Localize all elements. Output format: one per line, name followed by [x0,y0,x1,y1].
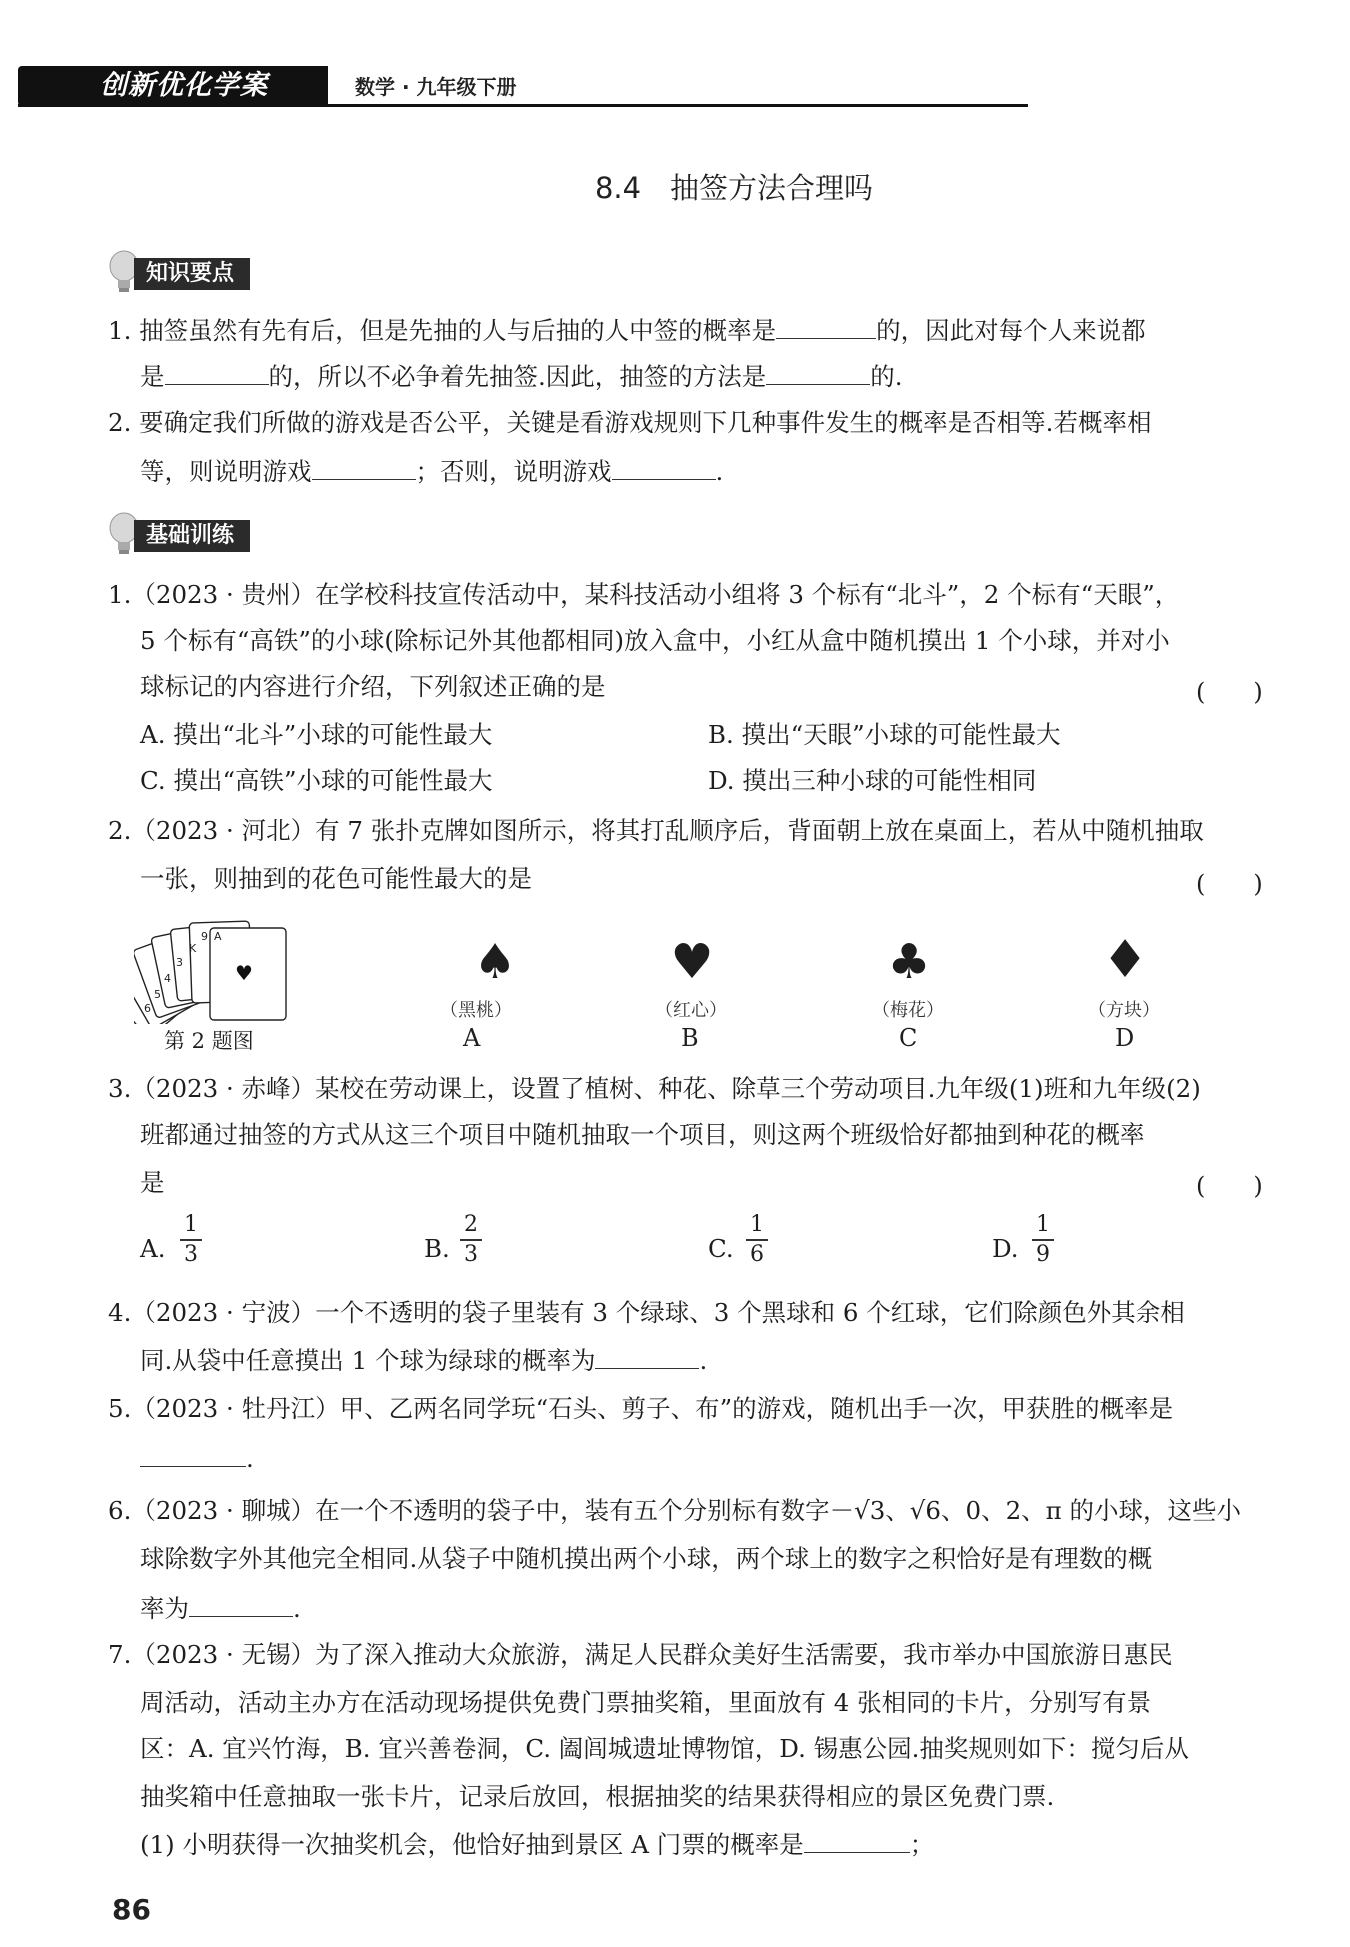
q3-option-b-letter[interactable]: B. [424,1234,450,1263]
knowledge-q2-line2 [140,453,723,489]
answer-blank[interactable] [312,453,416,480]
q6-line2: 球除数字外其他完全相同.从袋子中随机摸出两个小球，两个球上的数字之积恰好是有理数的概 [140,1544,1153,1573]
text: 率为 [140,1594,189,1623]
text: (1) 小明获得一次抽奖机会，他恰好抽到景区 A 门票的概率是 [140,1830,804,1859]
numerator: 1 [184,1212,198,1237]
q1-option-d[interactable]: D. 摸出三种小球的可能性相同 [708,766,1037,795]
knowledge-q1-line2 [140,358,903,394]
text: 1. 抽签虽然有先有后，但是先抽的人与后抽的人中签的概率是 [108,316,777,345]
fraction-bar [746,1239,768,1241]
text: 同.从袋中任意摸出 1 个球为绿球的概率为 [140,1346,596,1375]
q4-line1: 4.（2023 · 宁波）一个不透明的袋子里装有 3 个绿球、3 个黑球和 6 个红球，它们除颜色外其余相 [108,1298,1185,1327]
q3-answer-paren[interactable]: ( ) [1196,1172,1263,1200]
text: 的，因此对每个人来说都 [876,316,1146,345]
text: . [293,1594,301,1623]
denominator: 9 [1036,1241,1050,1267]
section-basic [108,518,308,554]
card-label: K [189,942,197,955]
fraction-bar [460,1239,482,1241]
q1-option-a[interactable]: A. 摸出“北斗”小球的可能性最大 [140,720,493,749]
answer-blank[interactable] [612,453,716,480]
section-basic-label: 基础训练 [134,520,250,552]
card-label: 5 [154,988,161,1001]
q6-line1: 6.（2023 · 聊城）在一个不透明的袋子中，装有五个分别标有数字－√3、√6、0、2、π 的小球，这些小 [108,1496,1242,1525]
answer-blank[interactable] [766,358,870,385]
q1-line3: 球标记的内容进行介绍，下列叙述正确的是 [140,672,606,701]
heart-icon: ♥ [235,961,253,985]
numerator: 2 [464,1212,478,1237]
card-label: A [214,930,222,943]
card-label: 4 [164,972,171,985]
answer-blank[interactable] [595,1342,699,1369]
q2-option-c[interactable]: C [899,1024,918,1052]
q2-line2: 一张，则抽到的花色可能性最大的是 [140,864,532,893]
q3-option-a-fraction [180,1212,202,1268]
q4-line2 [140,1342,707,1378]
q1-option-b[interactable]: B. 摸出“天眼”小球的可能性最大 [708,720,1061,749]
section-knowledge [108,256,308,292]
text: . [246,1444,254,1473]
page-title: 8.4 抽签方法合理吗 [594,171,874,205]
q5-line1: 5.（2023 · 牡丹江）甲、乙两名同学玩“石头、剪子、布”的游戏，随机出手一次，甲获胜的概率是 [108,1394,1174,1423]
q3-option-b-fraction [460,1212,482,1268]
club-icon: ♣ [887,934,931,990]
denominator: 3 [184,1241,198,1267]
q3-option-c-letter[interactable]: C. [708,1234,734,1263]
q1-option-c[interactable]: C. 摸出“高铁”小球的可能性最大 [140,766,493,795]
card-label: 3 [176,956,183,969]
spade-icon: ♠ [473,934,517,990]
text: 的，所以不必争着先抽签.因此，抽签的方法是 [268,362,767,391]
denominator: 3 [464,1241,478,1267]
q2-answer-paren[interactable]: ( ) [1196,870,1263,898]
q7-line2: 周活动，活动主办方在活动现场提供免费门票抽奖箱，里面放有 4 张相同的卡片，分别写有景 [140,1688,1152,1717]
text: . [699,1346,708,1375]
header-subject: 数学 · 九年级下册 [355,75,517,99]
q7-line3: 区：A. 宜兴竹海，B. 宜兴善卷洞，C. 阖闾城遗址博物馆，D. 锡惠公园.抽奖规则如下：搅匀后从 [140,1734,1189,1763]
q7-line4: 抽奖箱中任意抽取一张卡片，记录后放回，根据抽奖的结果获得相应的景区免费门票. [140,1782,1055,1811]
numerator: 1 [750,1212,764,1237]
text: 的. [870,362,903,391]
answer-blank[interactable] [189,1590,293,1617]
numerator: 1 [1036,1212,1050,1237]
answer-blank[interactable] [776,312,876,339]
card-label: 9 [201,930,208,943]
knowledge-q1-line1 [108,312,1146,348]
q3-option-d-letter[interactable]: D. [992,1234,1019,1263]
text: 等，则说明游戏 [140,457,312,486]
fraction-bar [1032,1239,1054,1241]
q3-line3: 是 [140,1168,165,1197]
card-label: 6 [144,1002,151,1015]
text: ； [909,1830,935,1859]
q2-option-a[interactable]: A [463,1024,481,1052]
q2-option-c-name: （梅花） [872,1000,944,1021]
q7-line1: 7.（2023 · 无锡）为了深入推动大众旅游，满足人民群众美好生活需要，我市举办中国旅游日惠民 [108,1640,1173,1669]
heart-icon: ♥ [670,934,714,990]
q2-option-d-name: （方块） [1088,1000,1160,1021]
q1-line2: 5 个标有“高铁”的小球(除标记外其他都相同)放入盒中，小红从盒中随机摸出 1 个小球，并对小 [140,626,1170,655]
q3-option-c-fraction [746,1212,768,1268]
q3-line2: 班都通过抽签的方式从这三个项目中随机抽取一个项目，则这两个班级恰好都抽到种花的概率 [140,1120,1145,1149]
answer-blank[interactable] [804,1826,910,1853]
q1-line1: 1.（2023 · 贵州）在学校科技宣传活动中，某科技活动小组将 3 个标有“北斗”，2 个标有“天眼”， [108,580,1180,609]
fraction-bar [180,1239,202,1241]
q3-option-a-letter[interactable]: A. [140,1234,166,1263]
q7-sub1 [140,1826,934,1862]
q3-option-d-fraction [1032,1212,1054,1268]
q2-line1: 2.（2023 · 河北）有 7 张扑克牌如图所示，将其打乱顺序后，背面朝上放在桌面上，若从中随机抽取 [108,816,1204,845]
knowledge-q2-line1: 2. 要确定我们所做的游戏是否公平，关键是看游戏规则下几种事件发生的概率是否相等.若概率相 [108,408,1152,437]
q2-figure-caption: 第 2 题图 [164,1029,254,1053]
diamond-icon: ♦ [1101,930,1149,990]
q2-option-a-name: （黑桃） [440,1000,512,1021]
answer-blank[interactable] [140,1440,246,1467]
q3-line1: 3.（2023 · 赤峰）某校在劳动课上，设置了植树、种花、除草三个劳动项目.九年级(1)班和九年级(2) [108,1074,1201,1103]
section-knowledge-label: 知识要点 [134,258,250,290]
q6-line3 [140,1590,301,1626]
q5-line2 [140,1440,254,1476]
playing-cards-figure [134,906,294,1024]
text: 是 [140,362,165,391]
text: . [715,457,724,486]
q2-option-b[interactable]: B [681,1024,699,1052]
q2-option-b-name: （红心） [655,1000,727,1021]
text: ；否则，说明游戏 [415,457,612,486]
denominator: 6 [750,1241,764,1267]
page-number: 86 [112,1893,151,1926]
answer-blank[interactable] [165,358,269,385]
q1-answer-paren[interactable]: ( ) [1196,678,1263,706]
header-brand: 创新优化学案 [100,70,268,101]
q2-option-d[interactable]: D [1115,1024,1135,1052]
